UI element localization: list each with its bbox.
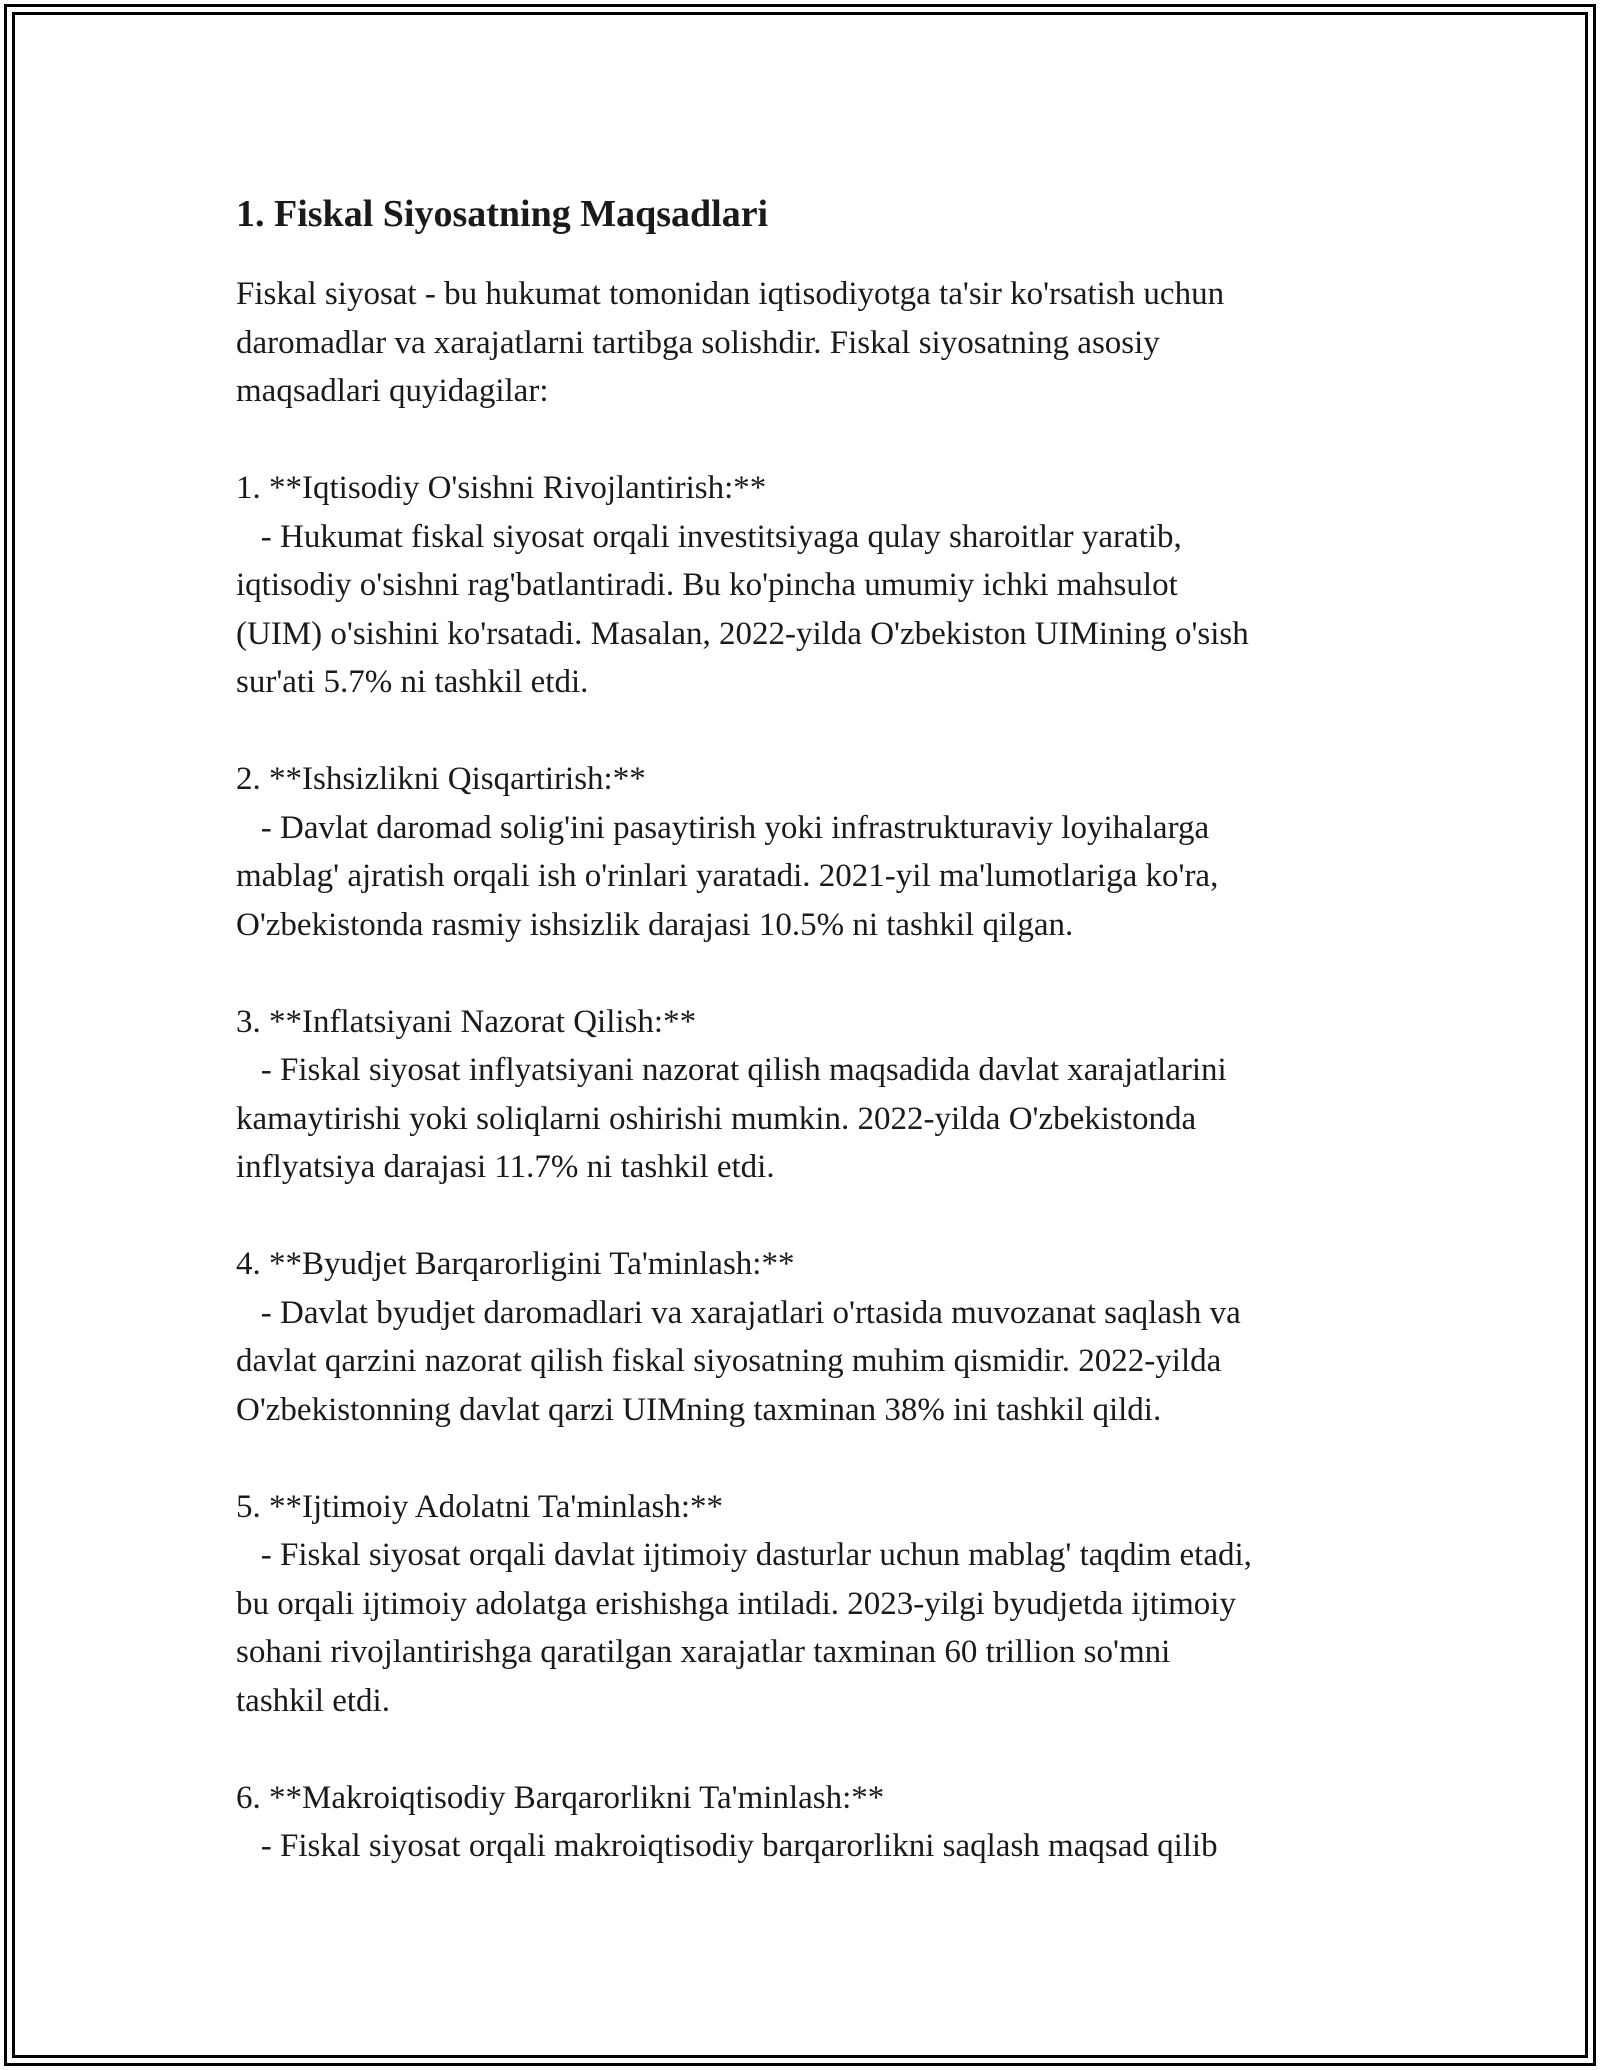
blank-line (236, 949, 1396, 998)
item-heading: 5. **Ijtimoiy Adolatni Ta'minlash:** (236, 1488, 724, 1525)
item-heading: 6. **Makroiqtisodiy Barqarorlikni Ta'minlash:** (236, 1779, 885, 1816)
item-body: - Fiskal siyosat orqali makroiqtisodiy barqarorlikni saqlash maqsad qilib (236, 1828, 1218, 1864)
blank-line (236, 1192, 1396, 1241)
item-body: - Davlat byudjet daromadlari va xarajatlari o'rtasida muvozanat saqlash va davlat qarzini nazorat qilish fiskal siyosatning muhim qismidir. 2022-yilda O'zbekistonning davlat qarzi UIMning taxminan 38% ini tashkil qildi. (236, 1294, 1241, 1428)
item-body: - Fiskal siyosat inflyatsiyani nazorat qilish maqsadida davlat xarajatlarini kamaytirishi yoki soliqlarni oshirishi mumkin. 2022-yilda O'zbekistonda inflyatsiya darajasi 11.7% ni tashkil etdi. (236, 1052, 1227, 1185)
item-heading: 2. **Ishsizlikni Qisqartirish:** (236, 761, 646, 797)
document-body (236, 186, 1396, 1871)
item-body: - Hukumat fiskal siyosat orqali investitsiyaga qulay sharoitlar yaratib, iqtisodiy o'sishni rag'batlantiradi. Bu ko'pincha umumiy ichki mahsulot (UIM) o'sishini ko'rsatadi. Masalan, 2022-yilda O'zbekiston UIMining o'sish sur'ati 5.7% ni tashkil etdi. (236, 518, 1249, 700)
blank-line (236, 707, 1396, 756)
item-heading: 4. **Byudjet Barqarorligini Ta'minlash:** (236, 1246, 795, 1282)
document-title: 1. Fiskal Siyosatning Maqsadlari (236, 193, 769, 235)
item-heading: 3. **Inflatsiyani Nazorat Qilish:** (236, 1003, 697, 1040)
blank-line (236, 1725, 1396, 1774)
blank-line (236, 1434, 1396, 1483)
item-body: - Davlat daromad solig'ini pasaytirish yoki infrastrukturaviy loyihalarga mablag' ajratish orqali ish o'rinlari yaratadi. 2021-yil ma'lumotlariga ko'ra, O'zbekistonda rasmiy ishsizlik darajasi 10.5% ni tashkil qilgan. (236, 809, 1219, 943)
item-heading: 1. **Iqtisodiy O'sishni Rivojlantirish:** (236, 470, 767, 506)
intro-paragraph: Fiskal siyosat - bu hukumat tomonidan iqtisodiyotga ta'sir ko'rsatish uchun daromadlar va xarajatlarni tartibga solishdir. Fiskal siyosatning asosiy maqsadlari quyidagilar: (236, 276, 1225, 409)
blank-line (236, 416, 1396, 465)
item-body: - Fiskal siyosat orqali davlat ijtimoiy dasturlar uchun mablag' taqdim etadi, bu orqali ijtimoiy adolatga erishishga intiladi. 2023-yilgi byudjetda ijtimoiy sohani rivojlantirishga qaratilgan xarajatlar taxminan 60 trillion so'mni tashkil etdi. (236, 1537, 1252, 1719)
